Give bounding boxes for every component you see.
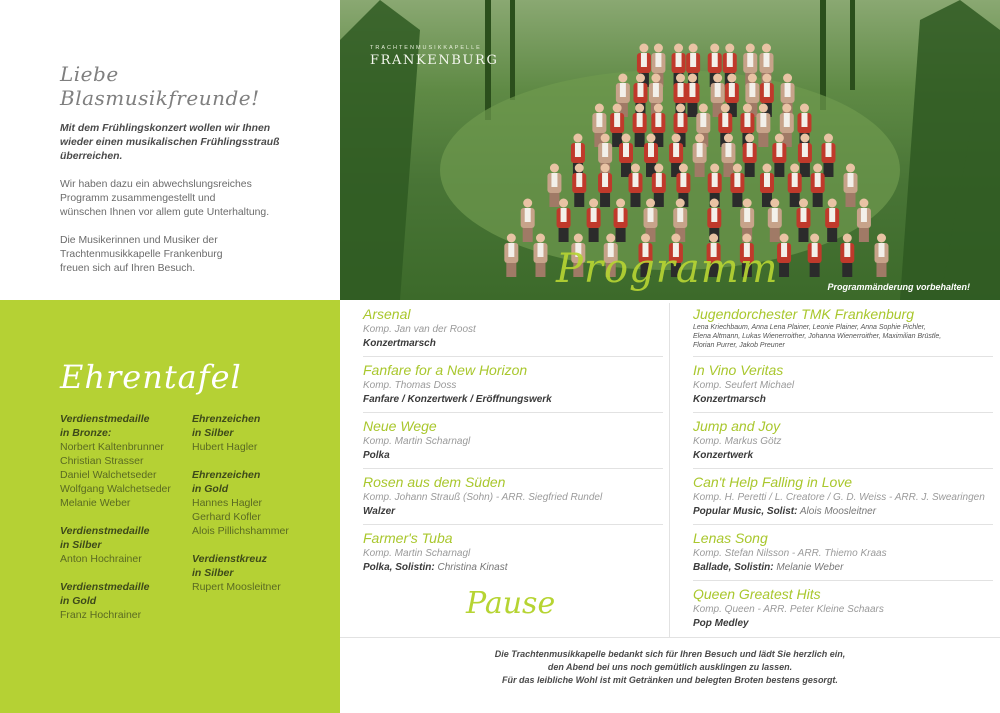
- piece-title: Queen Greatest Hits: [693, 586, 821, 602]
- program-item: [363, 306, 663, 357]
- piece-genre-label: Ballade, Solistin:: [693, 562, 774, 573]
- honor-award-title: Verdienstmedaille: [60, 581, 150, 593]
- footer-line: Die Trachtenmusikkapelle bedankt sich für Ihren Besuch und lädt Sie herzlich ein,: [494, 649, 846, 659]
- piece-soloist: Christina Kinast: [437, 562, 508, 573]
- honoree-name: Wolfgang Walchetseder: [60, 483, 171, 495]
- piece-genre: [363, 393, 663, 407]
- program-item: [693, 586, 993, 637]
- intro-paragraph-3: [60, 234, 320, 276]
- intro-line: wünschen Ihnen vor allem gute Unterhaltung.: [60, 207, 270, 218]
- piece-genre: [693, 561, 993, 575]
- piece-title: Jump and Joy: [693, 418, 781, 434]
- intro-line: Programm zusammengestellt und: [60, 193, 216, 204]
- piece-title: In Vino Veritas: [693, 362, 784, 378]
- honor-award-title: in Silber: [192, 567, 234, 579]
- intro-line: Wir haben dazu ein abwechslungsreiches: [60, 179, 252, 190]
- intro-panel: [0, 0, 340, 300]
- program-item: [693, 418, 993, 469]
- honoree-name: Anton Hochrainer: [60, 553, 142, 565]
- honor-award-title: in Silber: [192, 427, 234, 439]
- honor-award-title: Verdienstmedaille: [60, 525, 150, 537]
- honoree-name: Norbert Kaltenbrunner: [60, 441, 164, 453]
- column-divider: [669, 303, 670, 637]
- honors-column-2: [192, 412, 332, 636]
- honor-award-title: Verdienstmedaille: [60, 413, 150, 425]
- band-member-figure: [874, 234, 888, 278]
- honoree-name: Melanie Weber: [60, 497, 131, 509]
- piece-composer: Komp. Martin Scharnagl: [363, 548, 471, 559]
- piece-title: Arsenal: [363, 306, 411, 322]
- honor-award-title: in Gold: [192, 483, 229, 495]
- footer-line: den Abend bei uns noch gemütlich ausklingen zu lassen.: [547, 662, 793, 672]
- ensemble-member-line: Florian Purrer, Jakob Preuner: [693, 342, 785, 349]
- honor-group: [192, 468, 332, 538]
- piece-genre: [693, 617, 993, 631]
- piece-genre: [363, 337, 663, 351]
- intro-paragraph-2: [60, 178, 320, 220]
- program-change-notice: Programmänderung vorbehalten!: [827, 282, 970, 292]
- piece-genre: [363, 561, 663, 575]
- intro-line: Die Musikerinnen und Musiker der: [60, 235, 218, 246]
- honors-heading: Ehrentafel: [60, 358, 242, 396]
- brand-subtitle: TRACHTENMUSIKKAPELLE: [370, 45, 482, 51]
- piece-genre-label: Walzer: [363, 506, 396, 517]
- ensemble-member-line: Lena Kriechbaum, Anna Lena Plainer, Leonie Plainer, Anna Sophie Pichler,: [693, 324, 926, 331]
- piece-title: Jugendorchester TMK Frankenburg: [693, 306, 914, 322]
- honor-group: [192, 552, 332, 594]
- piece-title: Farmer's Tuba: [363, 530, 453, 546]
- honors-column-1: [60, 412, 192, 636]
- honor-group: [192, 412, 332, 454]
- band-member-figure: [840, 234, 854, 278]
- piece-composer: Komp. Johann Strauß (Sohn) - ARR. Siegfried Rundel: [363, 492, 603, 503]
- thank-you-note: [340, 648, 1000, 687]
- piece-composer: Komp. Thomas Doss: [363, 380, 457, 391]
- program-item: [363, 530, 663, 581]
- honor-group: [60, 524, 192, 566]
- piece-composer: Komp. H. Peretti / L. Creatore / G. D. Weiss - ARR. J. Swearingen: [693, 492, 985, 503]
- piece-genre: [363, 505, 663, 519]
- piece-composer: Komp. Queen - ARR. Peter Kleine Schaars: [693, 604, 884, 615]
- piece-genre-label: Pop Medley: [693, 618, 749, 629]
- piece-composer: Komp. Markus Götz: [693, 436, 782, 447]
- honoree-name: Gerhard Kofler: [192, 511, 261, 523]
- honoree-name: Christian Strasser: [60, 455, 144, 467]
- greeting-heading: Liebe Blasmusikfreunde!: [60, 62, 260, 110]
- honoree-name: Alois Pillichshammer: [192, 525, 289, 537]
- piece-composer: Komp. Martin Scharnagl: [363, 436, 471, 447]
- honor-group: [60, 580, 192, 622]
- piece-soloist: Alois Moosleitner: [799, 506, 877, 517]
- piece-genre-label: Polka: [363, 450, 390, 461]
- piece-composer: Komp. Seufert Michael: [693, 380, 795, 391]
- piece-title: Lenas Song: [693, 530, 768, 546]
- piece-title: Rosen aus dem Süden: [363, 474, 506, 490]
- program-item: [363, 362, 663, 413]
- program-item: [693, 530, 993, 581]
- intro-line: überreichen.: [60, 151, 123, 162]
- piece-genre: [693, 449, 993, 463]
- program-heading: Programm: [556, 246, 779, 292]
- honoree-name: Daniel Walchetseder: [60, 469, 157, 481]
- piece-title: Fanfare for a New Horizon: [363, 362, 528, 378]
- program-item: [693, 474, 993, 525]
- honoree-name: Hannes Hagler: [192, 497, 263, 509]
- brand-logo-text: FRANKENBURG: [370, 53, 499, 68]
- honoree-name: Hubert Hagler: [192, 441, 258, 453]
- piece-composer: Komp. Jan van der Roost: [363, 324, 476, 335]
- program-panel: [340, 300, 1000, 713]
- honoree-name: Rupert Moosleitner: [192, 581, 281, 593]
- honor-award-title: in Bronze:: [60, 427, 112, 439]
- footer-divider: [340, 637, 1000, 638]
- intro-line: Trachtenmusikkapelle Frankenburg: [60, 249, 223, 260]
- honoree-name: Franz Hochrainer: [60, 609, 142, 621]
- honors-panel: [0, 300, 340, 713]
- intro-line: wieder einen musikalischen Frühlingsstrauß: [60, 137, 280, 148]
- piece-genre-label: Konzertmarsch: [693, 394, 766, 405]
- piece-title: Neue Wege: [363, 418, 437, 434]
- piece-genre-label: Polka, Solistin:: [363, 562, 435, 573]
- piece-genre: [693, 505, 993, 519]
- honor-award-title: Ehrenzeichen: [192, 469, 261, 481]
- program-item: [693, 306, 993, 357]
- intro-line: Mit dem Frühlingskonzert wollen wir Ihnen: [60, 123, 271, 134]
- piece-title: Can't Help Falling in Love: [693, 474, 853, 490]
- piece-composer: Komp. Stefan Nilsson - ARR. Thiemo Kraas: [693, 548, 887, 559]
- intro-line: freuen sich auf Ihren Besuch.: [60, 263, 196, 274]
- intro-paragraph-1: [60, 122, 320, 164]
- piece-genre-label: Konzertmarsch: [363, 338, 436, 349]
- piece-genre: [693, 393, 993, 407]
- piece-genre-label: Popular Music, Solist:: [693, 506, 798, 517]
- piece-genre: [363, 449, 663, 463]
- pause-heading: Pause: [466, 586, 556, 621]
- footer-line: Für das leibliche Wohl ist mit Getränken und belegten Broten bestens gesorgt.: [502, 675, 838, 685]
- piece-genre-label: Konzertwerk: [693, 450, 754, 461]
- program-item: [363, 418, 663, 469]
- honor-award-title: in Silber: [60, 539, 102, 551]
- honor-group: [60, 412, 192, 510]
- piece-soloist: Melanie Weber: [776, 562, 844, 573]
- honor-award-title: Verdienstkreuz: [192, 553, 267, 565]
- piece-genre-label: Fanfare / Konzertwerk / Eröffnungswerk: [363, 394, 552, 405]
- program-item: [363, 474, 663, 525]
- honor-award-title: Ehrenzeichen: [192, 413, 261, 425]
- program-item: [693, 362, 993, 413]
- ensemble-member-line: Elena Altmann, Lukas Wienerroither, Johanna Wienerroither, Maximilian Brüstle,: [693, 333, 942, 340]
- honor-award-title: in Gold: [60, 595, 97, 607]
